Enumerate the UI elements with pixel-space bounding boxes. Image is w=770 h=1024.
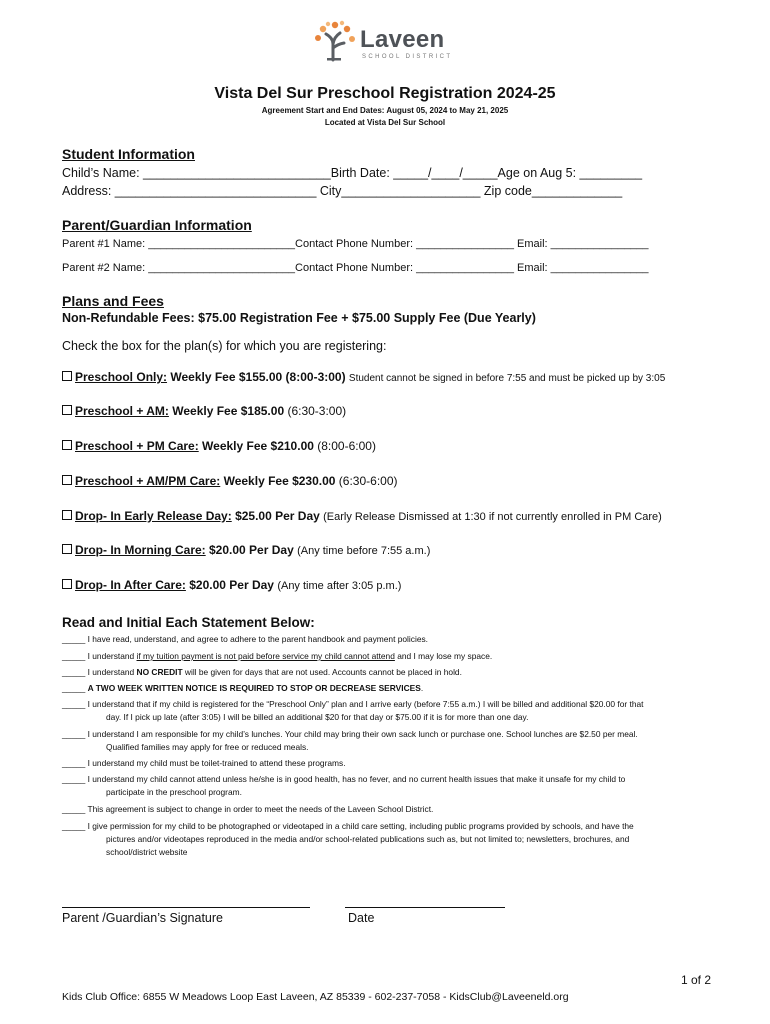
tree-logo-icon (312, 20, 358, 62)
checkbox[interactable] (62, 579, 72, 589)
date-label: Date (348, 911, 375, 925)
statement-bold: A TWO WEEK WRITTEN NOTICE IS REQUIRED TO STOP OR DECREASE SERVICES (87, 683, 421, 693)
plan-fee: $25.00 Per Day (231, 509, 324, 523)
plan-drop-in-early-release[interactable] (62, 509, 662, 523)
initial-blank[interactable]: _____ (62, 821, 86, 831)
agreement-dates: Agreement Start and End Dates: August 05, 2024 to May 21, 2025 (261, 106, 509, 115)
logo-name: Laveen (360, 26, 445, 53)
plan-note: (6:30-6:00) (338, 474, 398, 488)
statement-text: . (420, 683, 424, 693)
parent-1-line[interactable]: Parent #1 Name: ________________________Contact Phone Number: ________________ Email: ________________ (62, 238, 649, 250)
statement-3[interactable] (62, 666, 462, 679)
initial-blank[interactable]: _____ (62, 804, 86, 814)
statement-8[interactable] (62, 773, 625, 799)
plan-fee: Weekly Fee $155.00 (8:00-3:00) (167, 370, 349, 384)
date-line[interactable] (345, 907, 505, 908)
plan-preschool-am-pm[interactable] (62, 474, 398, 488)
student-heading: Student Information (62, 146, 195, 162)
statement-text: I understand (87, 667, 137, 677)
statement-text: participate in the preschool program. (106, 787, 242, 797)
statement-text: Qualified families may apply for free or reduced meals. (106, 742, 309, 752)
plan-preschool-only[interactable] (62, 370, 665, 384)
initial-blank[interactable]: _____ (62, 683, 86, 693)
statement-7[interactable] (62, 757, 346, 770)
statement-text: I have read, understand, and agree to adhere to the parent handbook and payment policies. (87, 634, 428, 644)
statement-text: will be given for days that are not used. Accounts cannot be placed in hold. (182, 667, 462, 677)
statement-text: I understand my child must be toilet-trained to attend these programs. (87, 758, 346, 768)
plan-name: Drop- In After Care: (75, 578, 186, 592)
parent-signature-label: Parent /Guardian’s Signature (62, 911, 223, 925)
statement-text: This agreement is subject to change in order to meet the needs of the Laveen School District. (87, 804, 434, 814)
plan-note: (Any time after 3:05 p.m.) (277, 580, 402, 592)
initial-blank[interactable]: _____ (62, 667, 86, 677)
student-line-2[interactable]: Address: _____________________________ City____________________ Zip code_____________ (62, 184, 623, 198)
plan-name: Drop- In Morning Care: (75, 543, 206, 557)
initial-blank[interactable]: _____ (62, 774, 86, 784)
statement-text: I understand that if my child is registered for the “Preschool Only” plan and I arrive early (before 7:55 a.m.) I will be billed and additional $20.00 for that (87, 699, 644, 709)
statement-text: I understand I am responsible for my child’s lunches. Your child may bring their own sack lunch or purchase one. School lunches are $2.50 per meal. (87, 729, 638, 739)
statement-text: I give permission for my child to be photographed or videotaped in a child care setting, including public programs provided by schools, and have the (87, 821, 634, 831)
initial-blank[interactable]: _____ (62, 634, 86, 644)
statement-6[interactable] (62, 728, 638, 754)
plan-fee: $20.00 Per Day (185, 578, 278, 592)
plan-name: Drop- In Early Release Day: (75, 509, 232, 523)
plan-fee: Weekly Fee $185.00 (168, 404, 288, 418)
statement-2[interactable] (62, 650, 492, 663)
statement-text: school/district website (106, 847, 188, 857)
checkbox[interactable] (62, 440, 72, 450)
plan-fee: $20.00 Per Day (205, 543, 298, 557)
statement-5[interactable] (62, 698, 643, 724)
page-title: Vista Del Sur Preschool Registration 2024-25 (214, 85, 556, 102)
statement-text: I understand (87, 651, 137, 661)
parent-signature-line[interactable] (62, 907, 310, 908)
fees-line: Non-Refundable Fees: $75.00 Registration Fee + $75.00 Supply Fee (Due Yearly) (62, 311, 536, 325)
plan-preschool-am[interactable] (62, 404, 346, 418)
statement-9[interactable] (62, 803, 433, 816)
checkbox[interactable] (62, 510, 72, 520)
plan-drop-in-morning[interactable] (62, 543, 430, 557)
checkbox[interactable] (62, 475, 72, 485)
plan-note: (Early Release Dismissed at 1:30 if not currently enrolled in PM Care) (323, 511, 662, 523)
initial-blank[interactable]: _____ (62, 729, 86, 739)
initial-blank[interactable]: _____ (62, 651, 86, 661)
plan-fee: Weekly Fee $230.00 (220, 474, 339, 488)
footer-contact: Kids Club Office: 6855 W Meadows Loop East Laveen, AZ 85339 - 602-237-7058 - KidsClub@Laveeneld.org (62, 991, 569, 1003)
checkbox[interactable] (62, 371, 72, 381)
plan-fee: Weekly Fee $210.00 (198, 439, 318, 453)
plan-note: (Any time before 7:55 a.m.) (297, 545, 431, 557)
statement-text: I understand my child cannot attend unless he/she is in good health, has no fever, and no current health issues that make it unsafe for my child to (87, 774, 626, 784)
plan-drop-in-after[interactable] (62, 578, 401, 592)
checkbox[interactable] (62, 544, 72, 554)
plans-instruction: Check the box for the plan(s) for which you are registering: (62, 339, 387, 353)
checkbox[interactable] (62, 405, 72, 415)
initial-blank[interactable]: _____ (62, 758, 86, 768)
statements-heading: Read and Initial Each Statement Below: (62, 615, 315, 630)
plan-name: Preschool Only: (75, 370, 168, 384)
plan-name: Preschool + AM/PM Care: (75, 474, 221, 488)
plan-note: (6:30-3:00) (287, 404, 347, 418)
plan-preschool-pm[interactable] (62, 439, 376, 453)
location-line: Located at Vista Del Sur School (324, 118, 446, 127)
plans-heading: Plans and Fees (62, 293, 164, 309)
statement-text: day. If I pick up late (after 3:05) I will be billed an additional $20 for that day or $75.00 if it is for more than one day. (106, 712, 529, 722)
statement-1[interactable] (62, 633, 428, 646)
student-line-1[interactable]: Child’s Name: ___________________________Birth Date: _____/____/_____Age on Aug 5: _________ (62, 166, 643, 180)
statement-text: pictures and/or videotapes reproduced in the media and/or school-related publications such as, but not limited to; newsletters, brochures, and (106, 834, 630, 844)
plan-note: Student cannot be signed in before 7:55 and must be picked up by 3:05 (348, 373, 666, 384)
plan-note: (8:00-6:00) (317, 439, 376, 453)
statement-4[interactable] (62, 682, 423, 695)
plan-name: Preschool + PM Care: (75, 439, 199, 453)
parent-2-line[interactable]: Parent #2 Name: ________________________Contact Phone Number: ________________ Email: ________________ (62, 262, 649, 274)
statement-underlined: if my tuition payment is not paid before service my child cannot attend (136, 651, 395, 661)
statement-text: and I may lose my space. (394, 651, 493, 661)
page-number: 1 of 2 (681, 973, 712, 987)
logo-subtitle: SCHOOL DISTRICT (362, 54, 453, 60)
statement-bold: NO CREDIT (136, 667, 183, 677)
district-logo (312, 20, 453, 68)
initial-blank[interactable]: _____ (62, 699, 86, 709)
parent-heading: Parent/Guardian Information (62, 217, 252, 233)
statement-10[interactable] (62, 820, 634, 859)
plan-name: Preschool + AM: (75, 404, 169, 418)
